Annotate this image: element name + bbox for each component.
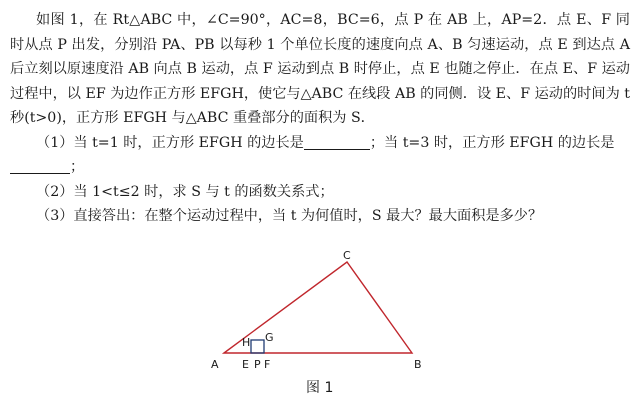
figure-1 (0, 246, 640, 402)
label-g: G (265, 331, 274, 344)
question-2: （2）当 1<t≤2 时，求 S 与 t 的函数关系式； (36, 183, 334, 200)
label-h: H (242, 336, 251, 349)
square-efgh (251, 340, 264, 353)
label-c: C (343, 249, 351, 262)
figure-caption: 图 1 (306, 380, 334, 396)
question-3: （3）直接答出：在整个运动过程中，当 t 为何值时，S 最大？最大面积是多少？ (36, 208, 543, 224)
label-f: F (264, 358, 271, 371)
label-e: E (242, 358, 249, 371)
q1-text-c: ； (70, 159, 85, 175)
answer-blank-1[interactable] (304, 133, 370, 150)
label-b: B (414, 358, 422, 371)
q1-text-a: （1）当 t=1 时，正方形 EFGH 的边长是 (36, 134, 304, 151)
question-1 (10, 131, 630, 180)
label-p: P (254, 358, 261, 371)
problem-text (10, 8, 630, 229)
q1-text-b: ；当 t=3 时，正方形 EFGH 的边长是 (369, 134, 615, 151)
answer-blank-2[interactable] (10, 157, 70, 174)
problem-intro: 如图 1，在 Rt△ABC 中，∠C=90°，AC=8，BC=6，点 P 在 AB 上，AP=2．点 E、F 同时从点 P 出发，分别沿 PA、PB 以每秒 1 个单位长度的速度向点 A、B 匀速运动，点 E 到达点 A 后立刻以原速度沿 AB 向点 B 运动，点 F 运动到点 B 时停止，点 E 也随之停止．在点 E、F 运动过程中，以 EF 为边作正方形 EFGH，使它与△ABC 在线段 AB 的同侧．设 E、F 运动的时间为 t 秒(t>0)，正方形 EFGH 与△ABC 重叠部分的面积为 S． (10, 12, 630, 126)
label-a: A (211, 358, 219, 371)
